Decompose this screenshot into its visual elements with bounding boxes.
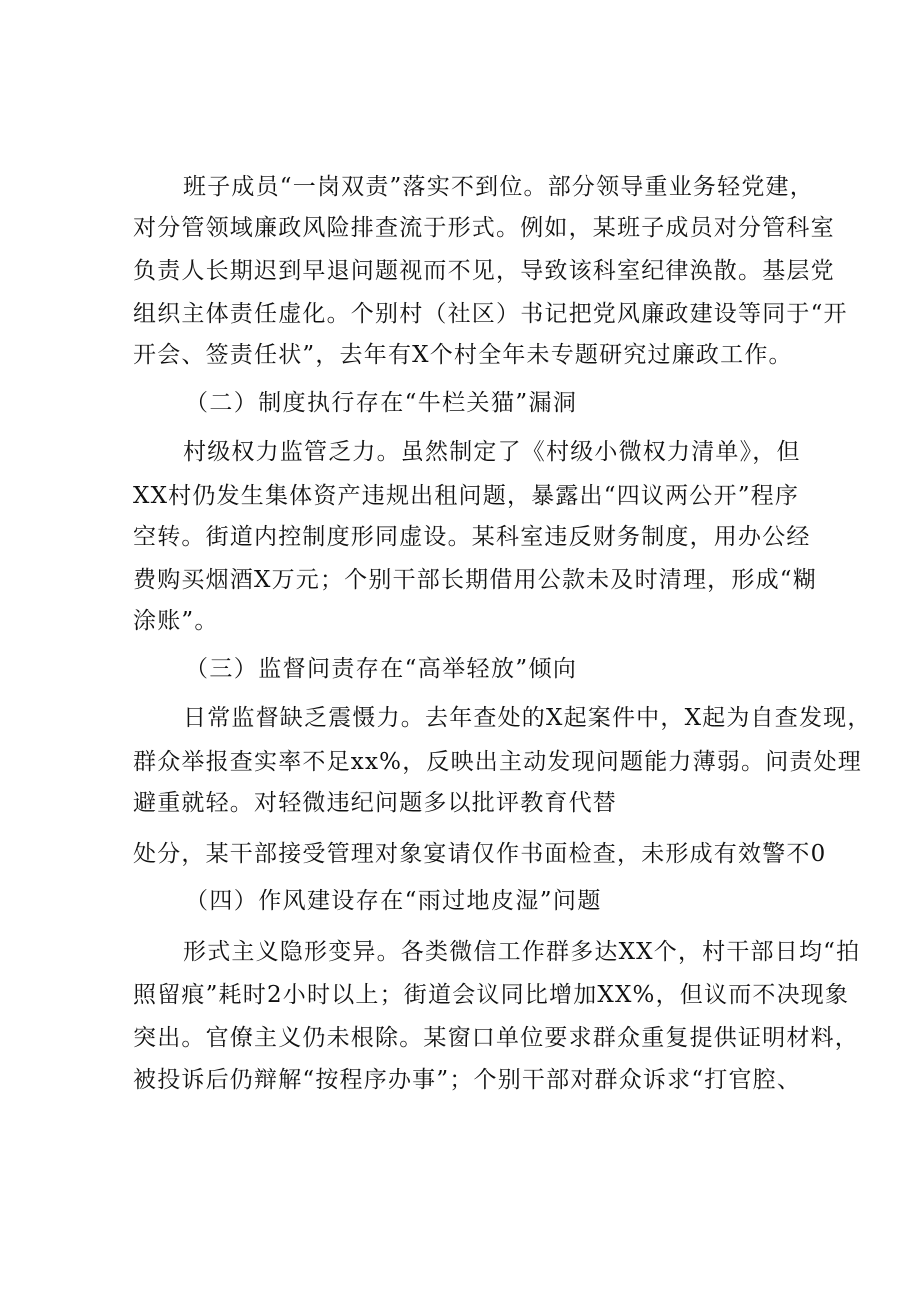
paragraph-1-line-5: 开会、签责任状”，去年有X个村全年未专题研究过廉政工作。 <box>133 342 793 368</box>
paragraph-4-line-1: 形式主义隐形变异。各类微信工作群多达XX个，村干部日均“拍 <box>183 939 861 965</box>
paragraph-1-line-4: 组织主体责任虚化。个别村（社区）书记把党风廉政建设等同于“开 <box>133 301 848 327</box>
paragraph-3-line-2: 群众举报查实率不足xx%，反映出主动发现问题能力薄弱。问责处理 <box>133 749 862 775</box>
paragraph-3-line-4: 处分，某干部接受管理对象宴请仅作书面检查，未形成有效警不0 <box>133 841 827 867</box>
paragraph-1-line-1: 班子成员“一岗双责”落实不到位。部分领导重业务轻党建， <box>183 174 814 200</box>
paragraph-3-line-1: 日常监督缺乏震慑力。去年查处的X起案件中，X起为自查发现， <box>183 705 872 731</box>
paragraph-2-line-3: 空转。街道内控制度形同虚设。某科室违反财务制度，用办公经 <box>133 524 811 550</box>
paragraph-4-line-2: 照留痕”耗时2小时以上；街道会议同比增加XX%，但议而不决现象 <box>133 982 850 1008</box>
section-heading-2: （二）制度执行存在“牛栏关猫”漏洞 <box>185 390 578 416</box>
paragraph-1-line-2: 对分管领域廉政风险排查流于形式。例如，某班子成员对分管科室 <box>133 215 835 241</box>
paragraph-3-line-3: 避重就轻。对轻微违纪问题多以批评教育代替 <box>133 790 617 816</box>
paragraph-4-line-4: 被投诉后仍辩解“按程序办事”；个别干部对群众诉求“打官腔、 <box>133 1067 802 1093</box>
paragraph-2-line-4: 费购买烟酒X万元；个别干部长期借用公款未及时清理，形成“糊 <box>133 567 817 593</box>
paragraph-4-line-3: 突出。官僚主义仍未根除。某窗口单位要求群众重复提供证明材料， <box>133 1025 859 1051</box>
paragraph-2-line-5: 涂账”。 <box>133 608 219 634</box>
section-heading-3: （三）监督问责存在“高举轻放”倾向 <box>185 656 578 682</box>
section-heading-4: （四）作风建设存在“雨过地皮湿”问题 <box>185 888 602 914</box>
paragraph-1-line-3: 负责人长期迟到早退问题视而不见，导致该科室纪律涣散。基层党 <box>133 258 835 284</box>
paragraph-2-line-2: XX村仍发生集体资产违规出租问题，暴露出“四议两公开”程序 <box>133 483 800 509</box>
paragraph-2-line-1: 村级权力监管乏力。虽然制定了《村级小微权力清单》，但 <box>183 439 801 465</box>
